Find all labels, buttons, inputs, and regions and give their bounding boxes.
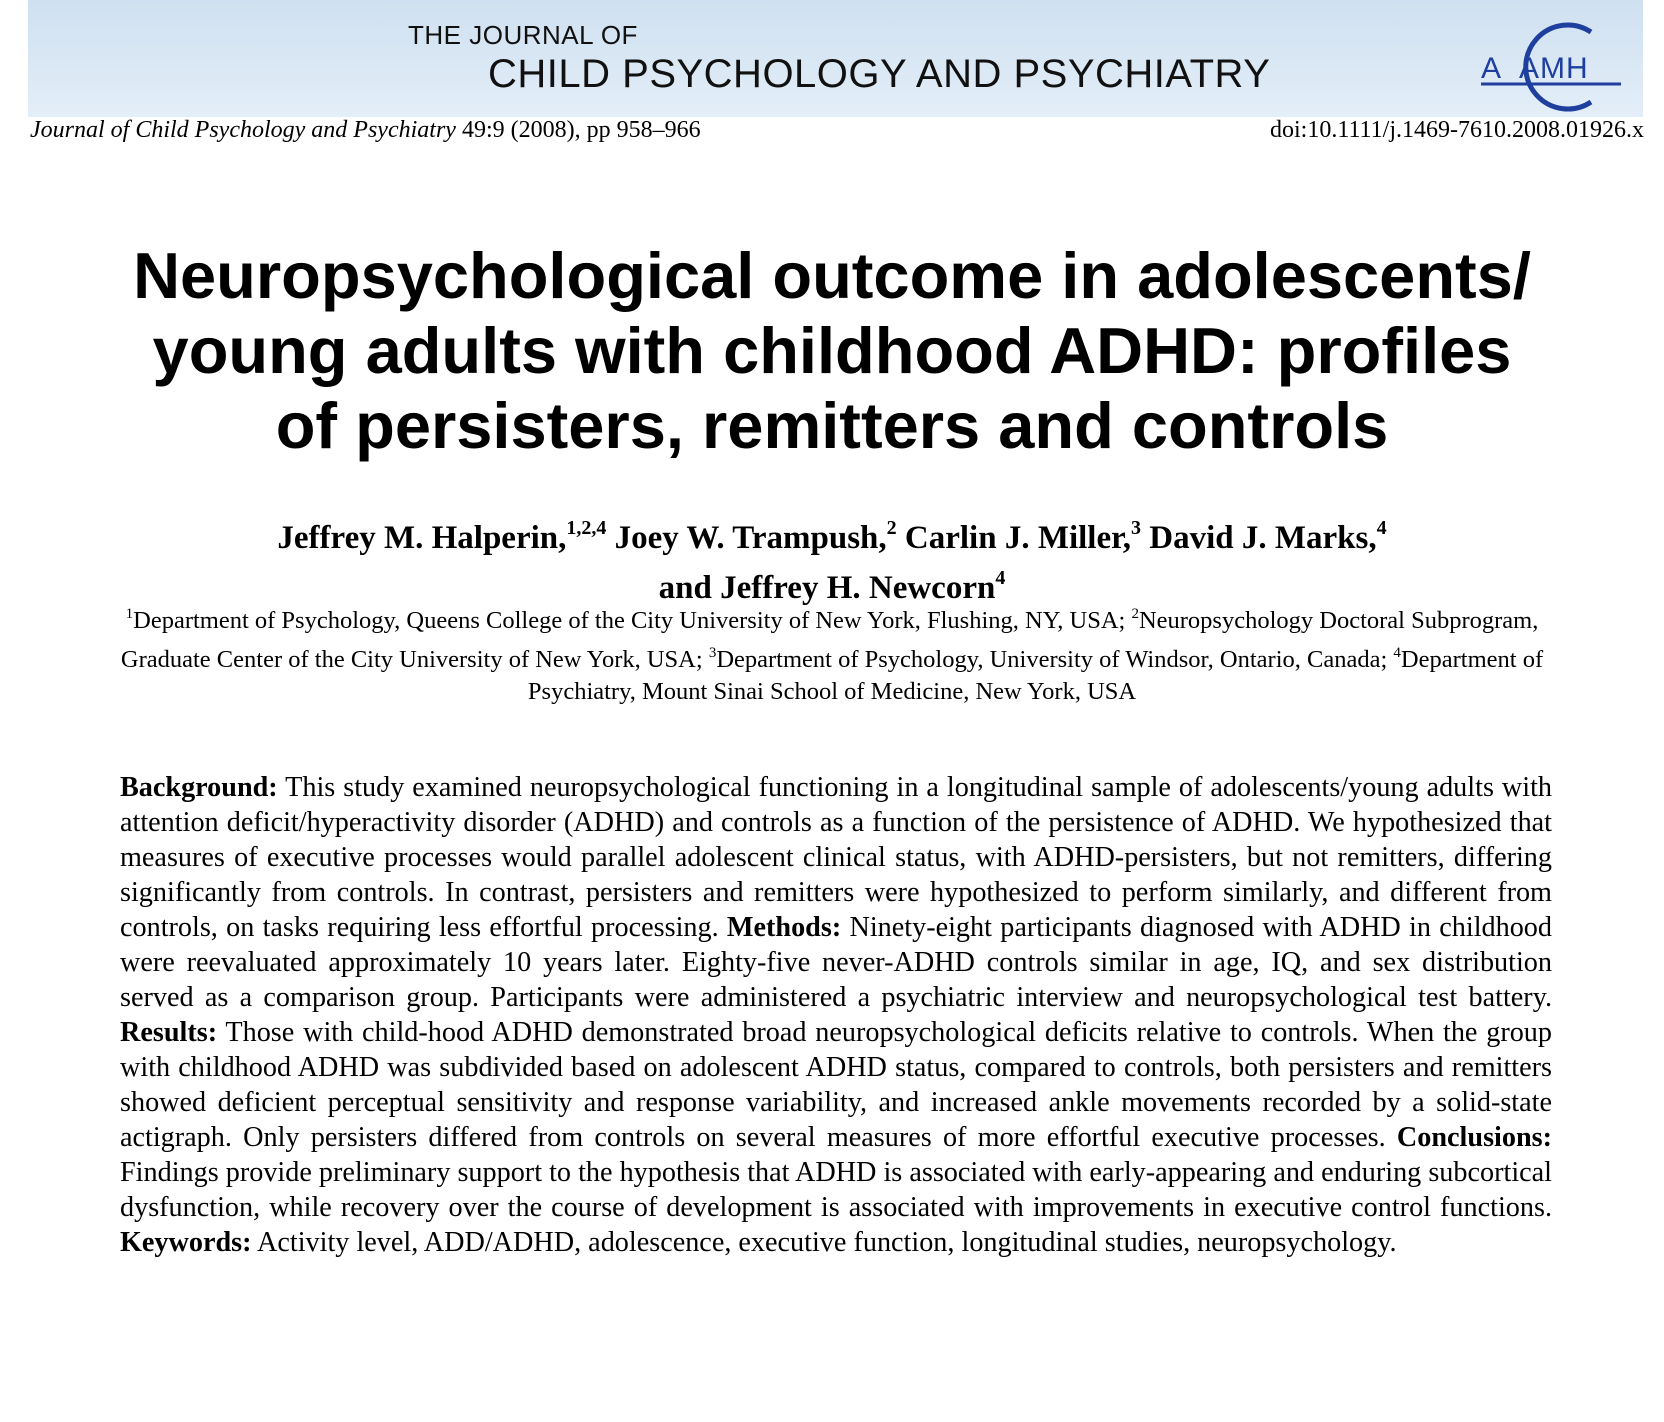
- affiliation: Department of Psychology, University of Windsor, Ontario, Canada;: [716, 646, 1394, 673]
- affiliation-mark: 2: [1131, 606, 1139, 622]
- abstract-section-label: Results:: [120, 1017, 218, 1048]
- author-name: Carlin J. Miller,: [904, 520, 1131, 556]
- author-affiliation-mark: 3: [1131, 517, 1141, 539]
- abstract-results: Those with child-hood ADHD demonstrated broad neuropsychological deficits relative to controls. When the group with childhood ADHD was subdivided based on adolescent ADHD status, compared to controls, both persisters and remitters showed deficient perceptual sensitivity and response variability, and increased ankle movements recorded by a solid-state actigraph. Only persisters differed from controls on several measures of more effortful executive processes.: [120, 1017, 1552, 1153]
- author-affiliation-mark: 4: [1376, 517, 1387, 539]
- abstract: [120, 770, 1552, 1260]
- svg-text:AMH: AMH: [1519, 52, 1589, 85]
- journal-banner: [28, 0, 1643, 117]
- affiliation-mark: 4: [1393, 645, 1401, 661]
- author-affiliation-mark: 2: [886, 517, 897, 539]
- title-line: young adults with childhood ADHD: profiles: [152, 314, 1512, 387]
- abstract-section-label: Methods:: [726, 912, 842, 943]
- author-name: Joey W. Trampush,: [614, 520, 887, 556]
- author-name: and Jeffrey H. Newcorn: [658, 570, 996, 606]
- svg-text:A: A: [1481, 52, 1503, 85]
- abstract-conclusions: Findings provide preliminary support to the hypothesis that ADHD is associated with early-appearing and enduring subcortical dysfunction, while recovery over the course of development is associated with improvements in executive control functions.: [120, 1157, 1552, 1223]
- affiliations: [100, 598, 1564, 708]
- title-line: of persisters, remitters and controls: [275, 389, 1389, 462]
- title-line: Neuropsychological outcome in adolescents/: [133, 239, 1531, 312]
- affiliation-mark: 1: [125, 606, 134, 622]
- acamh-logo-icon: [1479, 14, 1629, 114]
- banner-line-1: THE JOURNAL OF: [408, 20, 638, 50]
- author-name: Jeffrey M. Halperin,: [277, 520, 567, 556]
- abstract-methods: Ninety-eight participants diagnosed with ADHD in childhood were reevaluated approximately 10 years later. Eighty-five never-ADHD controls similar in age, IQ, and sex distribution served as a comparison group. Participants were administered a psychiatric interview and neuropsychological test battery.: [120, 912, 1552, 1013]
- author-list: [0, 508, 1664, 608]
- banner-journal-name: CHILD PSYCHOLOGY AND PSYCHIATRY: [488, 52, 1271, 96]
- abstract-background: This study examined neuropsychological functioning in a longitudinal sample of adolescents/young adults with attention deficit/hyperactivity disorder (ADHD) and controls as a function of the persistence of ADHD. We hypothesized that measures of executive processes would parallel adolescent clinical status, with ADHD-persisters, but not remitters, differing significantly from controls. In contrast, persisters and remitters were hypothesized to perform similarly, and different from controls, on tasks requiring less effortful processing.: [120, 772, 1552, 943]
- author-name: David J. Marks,: [1149, 520, 1377, 556]
- author-affiliation-mark: 1,2,4: [566, 517, 607, 539]
- affiliation: Neuropsychology Doctoral Subprogram, Graduate Center of the City University of New York, USA;: [120, 607, 1539, 673]
- paper-title: [0, 238, 1664, 463]
- abstract-section-label: Background:: [120, 772, 278, 803]
- abstract-section-label: Keywords:: [120, 1227, 252, 1258]
- affiliation: Department of Psychology, Queens College of the City University of New York, Flushing, NY, USA;: [133, 607, 1132, 634]
- author-affiliation-mark: 4: [995, 567, 1006, 589]
- volume-pages: 49:9 (2008), pp 958–966: [455, 117, 701, 143]
- abstract-keywords: Activity level, ADD/ADHD, adolescence, executive function, longitudinal studies, neuropsychology.: [251, 1227, 1397, 1258]
- affiliation-mark: 3: [708, 645, 717, 661]
- abstract-section-label: Conclusions:: [1396, 1122, 1552, 1153]
- journal-name: Journal of Child Psychology and Psychiatry: [30, 117, 456, 143]
- affiliation: Department of Psychiatry, Mount Sinai School of Medicine, New York, USA: [527, 646, 1544, 705]
- citation-line: [30, 117, 701, 144]
- doi: doi:10.1111/j.1469-7610.2008.01926.x: [1270, 117, 1644, 143]
